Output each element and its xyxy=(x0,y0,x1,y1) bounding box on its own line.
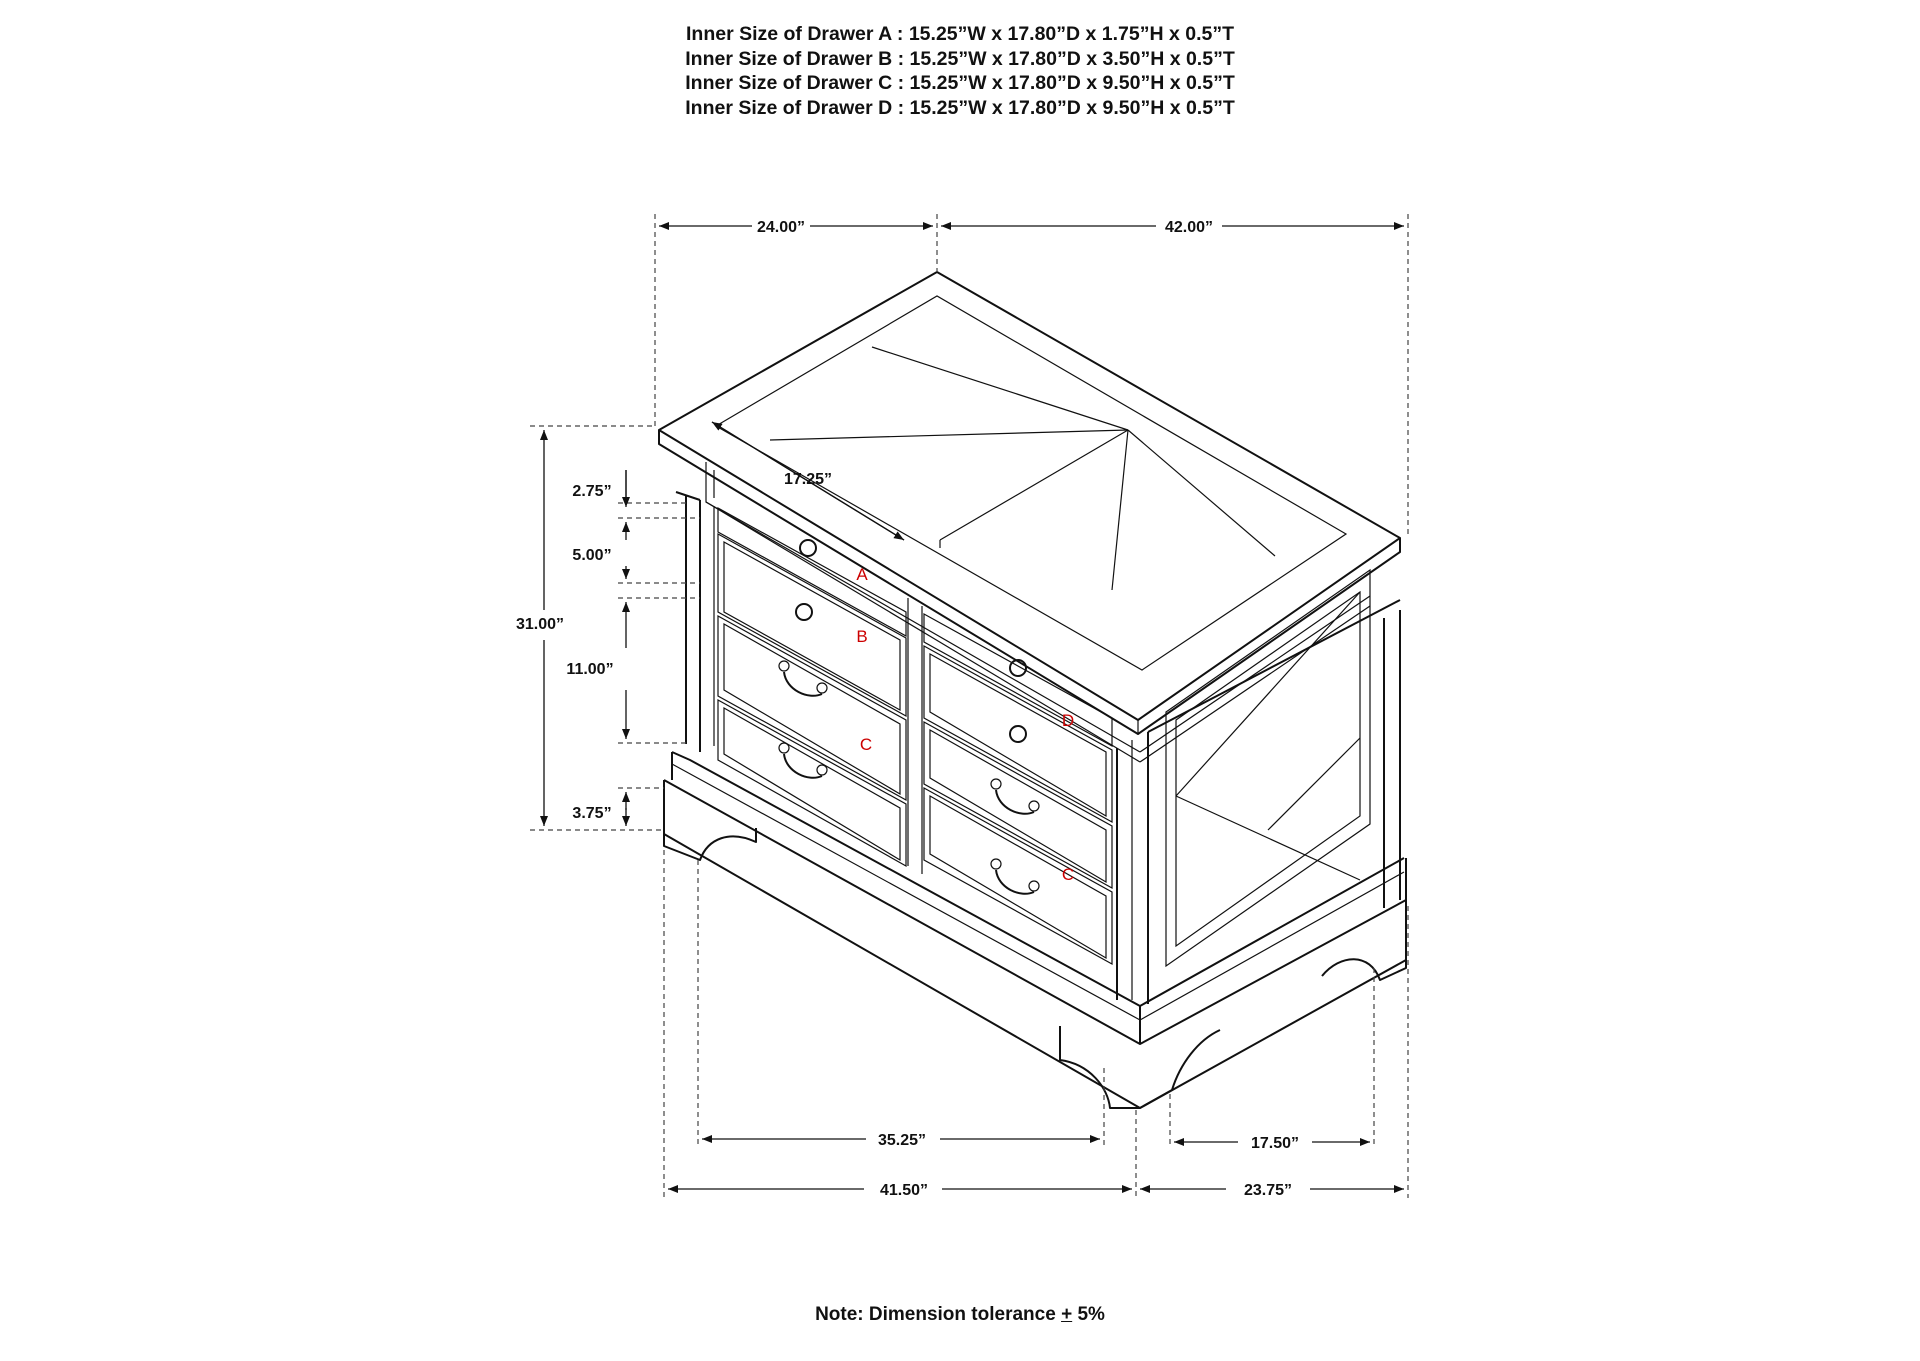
drawer-hardware xyxy=(779,540,1039,894)
knob-icon xyxy=(800,540,816,556)
spec-drawer-d: Inner Size of Drawer D : 15.25”W x 17.80”D x 9.50”H x 0.5”T xyxy=(685,96,1235,119)
drawer-label-d: D xyxy=(1061,711,1075,730)
spec-drawer-b: Inner Size of Drawer B : 15.25”W x 17.80”D x 3.50”H x 0.5”T xyxy=(685,47,1235,70)
dim-feet-span-side: 17.50” xyxy=(1250,1135,1300,1152)
dresser-illustration xyxy=(659,272,1406,1108)
dim-top-width: 42.00” xyxy=(1164,219,1214,236)
dim-drawer-width: 17.25” xyxy=(783,471,833,488)
dim-base-width: 41.50” xyxy=(879,1182,929,1199)
note-suffix: 5% xyxy=(1072,1304,1105,1325)
bail-handle-icon xyxy=(991,779,1039,814)
drawer-label-c-left: C xyxy=(859,735,873,754)
knob-icon xyxy=(1010,726,1026,742)
plus-minus-symbol: + xyxy=(1061,1304,1073,1325)
dim-h1: 2.75” xyxy=(572,483,612,500)
dim-h4: 3.75” xyxy=(572,805,612,822)
note-prefix: Note: Dimension tolerance xyxy=(815,1304,1062,1325)
dim-base-depth: 23.75” xyxy=(1243,1182,1293,1199)
drawer-label-c-right: C xyxy=(1061,865,1075,884)
base-plinth xyxy=(664,752,1406,1108)
right-drawers xyxy=(924,614,1112,964)
spec-drawer-a: Inner Size of Drawer A : 15.25”W x 17.80”D x 1.75”H x 0.5”T xyxy=(685,23,1235,45)
tolerance-note xyxy=(0,1304,1920,1326)
dim-h2: 5.00” xyxy=(572,547,612,564)
dim-feet-span-front: 35.25” xyxy=(877,1132,927,1149)
apron xyxy=(706,462,1370,762)
drawer-label-a: A xyxy=(856,565,868,584)
carcass-front xyxy=(676,492,1148,1004)
dim-height-total: 31.00” xyxy=(515,616,565,633)
dimension-lines xyxy=(530,214,1408,1198)
knob-icon xyxy=(796,604,812,620)
bail-handle-icon xyxy=(991,859,1039,894)
top-slab xyxy=(659,272,1400,734)
drawer-label-b: B xyxy=(856,627,868,646)
bail-handle-icon xyxy=(779,743,827,778)
dim-top-depth: 24.00” xyxy=(756,219,806,236)
dim-h3: 11.00” xyxy=(566,661,614,678)
spec-drawer-c: Inner Size of Drawer C : 15.25”W x 17.80”D x 9.50”H x 0.5”T xyxy=(685,72,1235,94)
side-panel xyxy=(1148,570,1400,966)
